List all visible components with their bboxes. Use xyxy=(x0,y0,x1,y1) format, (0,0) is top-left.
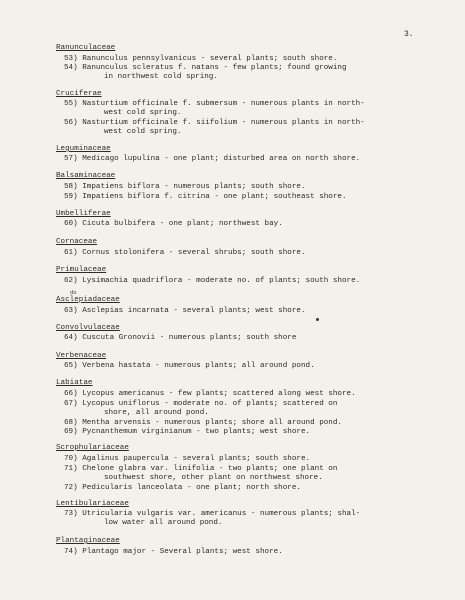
entry-continuation: west cold spring. xyxy=(104,109,182,117)
species-entry: 60) Cicuta bulbifera - one plant; northwest bay. xyxy=(64,220,283,228)
family-heading: Umbelliferae xyxy=(56,210,111,218)
entry-continuation: west cold spring. xyxy=(104,128,182,136)
family-heading: Cruciferae xyxy=(56,90,102,98)
species-entry: 66) Lycopus americanus - few plants; scattered along west shore. xyxy=(64,390,356,398)
species-entry: 67) Lycopus uniflorus - moderate no. of plants; scattered on xyxy=(64,400,338,408)
species-entry: 69) Pycnanthemum virginianum - two plants; west shore. xyxy=(64,428,311,436)
margin-note: do xyxy=(70,289,77,296)
species-entry: 58) Impatiens biflora - numerous plants; south shore. xyxy=(64,183,306,191)
family-heading: Ranunculaceae xyxy=(56,44,116,52)
family-heading: Verbenaceae xyxy=(56,352,107,360)
species-entry: 68) Mentha arvensis - numerous plants; shore all around pond. xyxy=(64,419,342,427)
entry-continuation: in northwest cold spring. xyxy=(104,73,218,81)
family-heading: Lentibulariaceae xyxy=(56,500,129,508)
species-entry: 64) Cuscuta Gronovii - numerous plants; south shore xyxy=(64,334,297,342)
family-heading: Primulaceae xyxy=(56,266,107,274)
species-entry: 74) Plantago major - Several plants; west shore. xyxy=(64,548,283,556)
species-entry: 65) Verbena hastata - numerous plants; all around pond. xyxy=(64,362,315,370)
species-entry: 57) Medicago lupulina - one plant; disturbed area on north shore. xyxy=(64,155,361,163)
species-entry: 59) Impatiens biflora f. citrina - one plant; southeast shore. xyxy=(64,193,347,201)
family-heading: Leguminaceae xyxy=(56,145,111,153)
species-entry: 71) Chelone glabra var. linifolia - two plants; one plant on xyxy=(64,465,338,473)
family-heading: Asclepiadaceae xyxy=(56,296,120,304)
species-entry: 56) Nasturtium officinale f. siifolium - numerous plants in north- xyxy=(64,119,365,127)
species-entry: 63) Asclepias incarnata - several plants; west shore. xyxy=(64,307,306,315)
entry-continuation: low water all around pond. xyxy=(104,519,223,527)
page-number: 3. xyxy=(404,30,414,39)
species-entry: 61) Cornus stolonifera - several shrubs; south shore. xyxy=(64,249,306,257)
family-heading: Labiatae xyxy=(56,379,93,387)
species-entry: 70) Agalinus paupercula - several plants; south shore. xyxy=(64,455,311,463)
species-entry: 73) Utricularia vulgaris var. americanus - numerous plants; shal- xyxy=(64,510,361,518)
family-heading: Balsaminaceae xyxy=(56,172,116,180)
species-entry: 54) Ranunculus scleratus f. natans - few plants; found growing xyxy=(64,64,347,72)
species-entry: 55) Nasturtium officinale f. submersum - numerous plants in north- xyxy=(64,100,365,108)
entry-continuation: shore, all around pond. xyxy=(104,409,209,417)
family-heading: Plantaginaceae xyxy=(56,537,120,545)
family-heading: Convolvulaceae xyxy=(56,324,120,332)
species-entry: 62) Lysimachia quadriflora - moderate no. of plants; south shore. xyxy=(64,277,361,285)
family-heading: Scrophulariaceae xyxy=(56,444,129,452)
species-entry: 53) Ranunculus pennsylvanicus - several plants; south shore. xyxy=(64,55,338,63)
ink-mark xyxy=(316,318,319,321)
family-heading: Cornaceae xyxy=(56,238,98,246)
species-entry: 72) Pedicularis lanceolata - one plant; north shore. xyxy=(64,484,301,492)
entry-continuation: southwest shore, other plant on northwest shore. xyxy=(104,474,323,482)
